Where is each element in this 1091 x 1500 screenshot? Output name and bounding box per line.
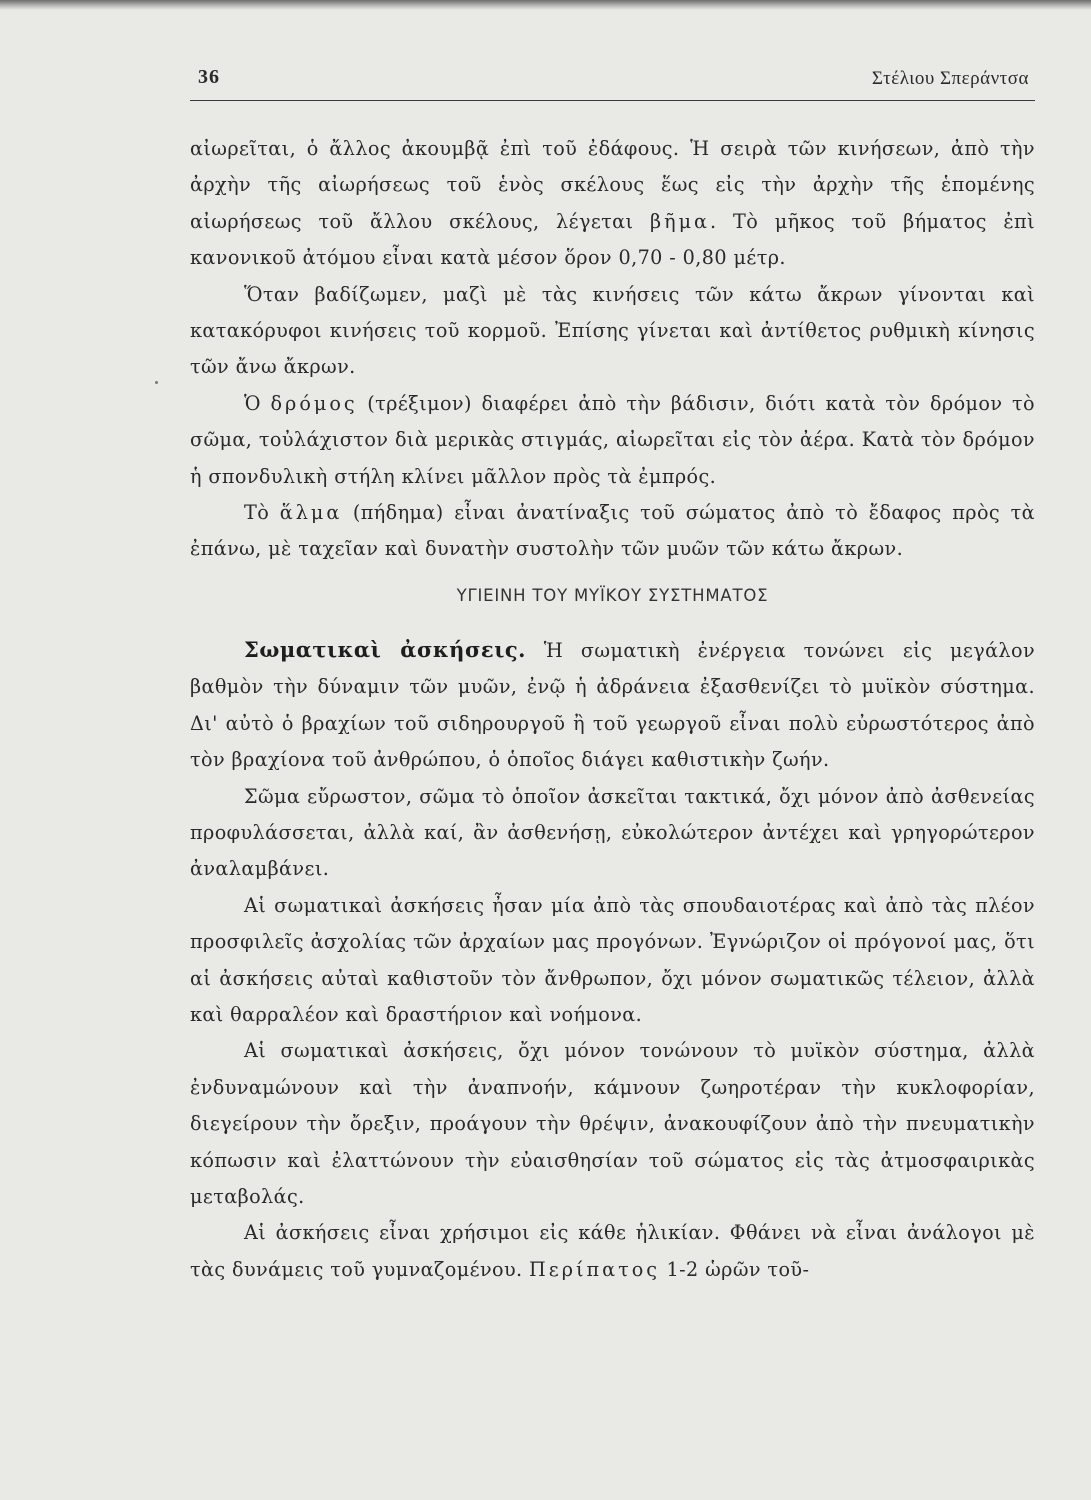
paragraph-robust-body: Σῶμα εὔρωστον, σῶμα τὸ ὁποῖον ἀσκεῖται τακτικά, ὄχι μόνον ἀπὸ ἀσθενείας προφυλάσσεται, ἀλλὰ καί, ἂν ἀσθενήσῃ, εὐκολώτερον ἀντέχει καὶ γρηγορώτερον ἀναλαμβάνει. bbox=[190, 784, 1035, 881]
text-run: Ὁ bbox=[244, 391, 271, 415]
text-run: Ἡ σωματικὴ ἐνέργεια τονώνει εἰς μεγάλον βαθμὸν τὴν δύναμιν τῶν μυῶν, ἐνῷ ἡ ἀδράνεια ἐξασθενίζει τὸ μυϊκὸν σύστημα. Δι' αὐτὸ ὁ βραχίων τοῦ σιδηρουργοῦ ἢ τοῦ γεωργοῦ εἶναι πολὺ εὐρωστότερος ἀπὸ τὸν βραχίονα τοῦ ἀνθρώπου, ὁ ὁποῖος διάγει καθιστικὴν ζωήν. bbox=[190, 638, 1036, 772]
text-run: . Τὸ μῆκος τοῦ βήματος ἐπὶ κανονικοῦ ἀτόμου εἶναι κατὰ μέσον ὅρον 0,70 - 0,80 μέτρ. bbox=[190, 209, 1035, 270]
book-page bbox=[190, 62, 1035, 1482]
term-running: δρόμος bbox=[270, 391, 358, 415]
text-run: αἰωρεῖται, ὁ ἄλλος ἀκουμβᾷ ἐπὶ τοῦ ἐδάφους. Ἡ σειρὰ τῶν κινήσεων, ἀπὸ τὴν ἀρχὴν τῆς αἰωρήσεως τοῦ ἑνὸς σκέλους ἕως εἰς τὴν ἀρχὴν τῆς ἑπομένης αἰωρήσεως τοῦ ἄλλου σκέλους, λέγεται bbox=[190, 137, 1035, 233]
paragraph-ancestors: Αἱ σωματικαὶ ἀσκήσεις ἦσαν μία ἀπὸ τὰς σπουδαιοτέρας καὶ ἀπὸ τὰς πλέον προσφιλεῖς ἀσχολίας τῶν ἀρχαίων μας προγόνων. Ἐγνώριζον οἱ πρόγονοί μας, ὅτι αἱ ἀσκήσεις αὐταὶ καθιστοῦν τὸν ἄνθρωπον, ὄχι μόνον σωματικῶς τέλειον, ἀλλὰ καὶ θαρραλέον καὶ δραστήριον καὶ νοήμονα. bbox=[190, 893, 1035, 1026]
text-run: 1-2 ὡρῶν τοῦ- bbox=[660, 1257, 810, 1281]
paragraph-walking-step bbox=[190, 131, 1035, 277]
term-walk: Περίπατος bbox=[529, 1257, 660, 1281]
run-in-heading: Σωματικαὶ ἀσκήσεις. bbox=[244, 636, 526, 662]
paragraph-exercise-intro bbox=[190, 632, 1035, 779]
term-step: βῆμα bbox=[650, 209, 711, 233]
running-head: Στέλιου Σπεράντσα bbox=[871, 68, 1029, 89]
paragraph-age bbox=[190, 1215, 1035, 1288]
text-run: Αἱ ἀσκήσεις εἶναι χρήσιμοι εἰς κάθε ἡλικίαν. Φθάνει νὰ εἶναι ἀνάλογοι μὲ τὰς δυνάμεις τοῦ γυμναζομένου. bbox=[190, 1221, 1035, 1281]
ink-speck bbox=[155, 381, 158, 384]
page-body bbox=[190, 131, 1035, 1288]
page-number: 36 bbox=[198, 66, 220, 88]
paragraph-walking-trunk bbox=[190, 277, 1035, 386]
text-run: Τὸ bbox=[244, 501, 280, 525]
page-header bbox=[190, 62, 1035, 101]
text-run: (τρέξιμον) διαφέρει ἀπὸ τὴν βάδισιν, διότι κατὰ τὸν δρόμον τὸ σῶμα, τοὐλάχιστον διὰ μερικὰς στιγμάς, αἰωρεῖται εἰς τὸν ἀέρα. Κατὰ τὸν δρόμον ἡ σπονδυλικὴ στήλη κλίνει μᾶλλον πρὸς τὰ ἐμπρός. bbox=[190, 391, 1035, 488]
term-jump: ἅλμα bbox=[279, 501, 343, 525]
scan-top-edge bbox=[0, 0, 1091, 10]
paragraph-benefits: Αἱ σωματικαὶ ἀσκήσεις, ὄχι μόνον τονώνουν τὸ μυϊκὸν σύστημα, ἀλλὰ ἐνδυναμώνουν καὶ τὴν ἀναπνοήν, κάμνουν ζωηροτέραν τὴν κυκλοφορίαν, διεγείρουν τὴν ὄρεξιν, προάγουν τὴν θρέψιν, ἀνακουφίζουν ἀπὸ τὴν πνευματικὴν κόπωσιν καὶ ἐλαττώνουν τὴν εὐαισθησίαν τοῦ σώματος εἰς τὰς ἀτμοσφαιρικὰς μεταβολάς. bbox=[190, 1039, 1035, 1208]
text-run: (πήδημα) εἶναι ἀνατίναξις τοῦ σώματος ἀπὸ τὸ ἔδαφος πρὸς τὰ ἐπάνω, μὲ ταχεῖαν καὶ δυνατὴν συστολὴν τῶν μυῶν τῶν κάτω ἄκρων. bbox=[190, 501, 1036, 561]
section-title: ΥΓΙΕΙΝΗ ΤΟΥ ΜΥΪΚΟΥ ΣΥΣΤΗΜΑΤΟΣ bbox=[456, 585, 769, 605]
text-run: Ὅταν βαδίζωμεν, μαζὶ μὲ τὰς κινήσεις τῶν κάτω ἄκρων γίνονται καὶ κατακόρυφοι κινήσεις τοῦ κορμοῦ. Ἐπίσης γίνεται καὶ ἀντίθετος ρυθμικὴ κίνησις τῶν ἄνω ἄκρων. bbox=[190, 282, 1035, 379]
paragraph-running bbox=[190, 386, 1035, 495]
paragraph-jump bbox=[190, 495, 1035, 568]
